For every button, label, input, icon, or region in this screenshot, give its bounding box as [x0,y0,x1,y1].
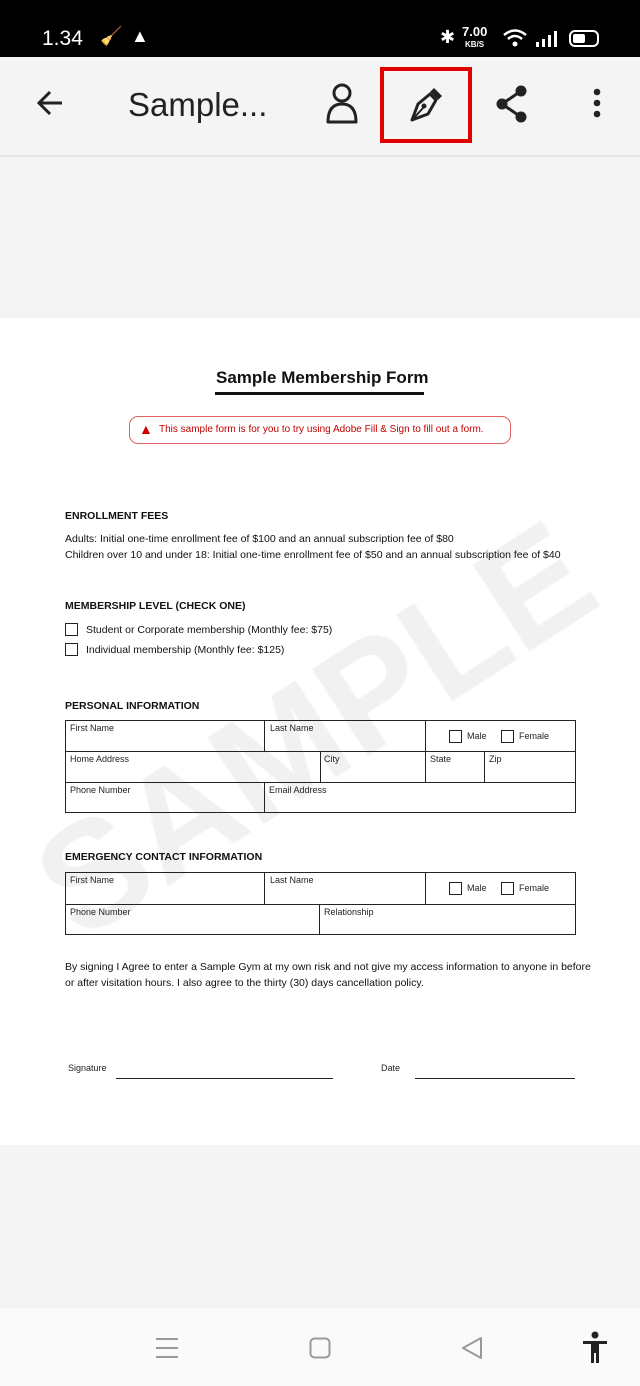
status-time: 1.34 [42,27,83,50]
city-field[interactable]: City [324,754,340,764]
more-options-button[interactable] [590,87,604,121]
date-line[interactable] [415,1078,575,1079]
document-title: Sample... [128,86,268,123]
male-checkbox[interactable] [449,730,462,743]
home-button[interactable] [309,1337,331,1359]
membership-checkbox-individual[interactable] [65,643,78,656]
membership-heading: MEMBERSHIP LEVEL (CHECK ONE) [65,600,246,612]
system-nav-bar [0,1308,640,1386]
accessibility-button[interactable] [581,1331,609,1365]
enrollment-line: Adults: Initial one-time enrollment fee of $100 and an annual subscription fee of $80 [65,533,454,545]
title-underline [215,392,424,395]
female-label: Female [519,883,550,893]
app-toolbar [0,57,640,157]
signature-line[interactable] [116,1078,333,1079]
notice-banner [129,416,511,444]
document-page [0,318,640,1145]
status-bar [0,0,640,57]
back-nav-button[interactable] [460,1336,484,1360]
relationship-field[interactable]: Relationship [324,907,374,917]
cleaner-icon: 🧹 [100,26,123,46]
membership-checkbox-student[interactable] [65,623,78,636]
home-address-field[interactable]: Home Address [70,754,130,764]
enrollment-heading: ENROLLMENT FEES [65,510,169,522]
notice-text: This sample form is for you to try using Adobe Fill & Sign to fill out a form. [159,424,484,435]
emergency-heading: EMERGENCY CONTACT INFORMATION [65,851,263,863]
emergency-male-checkbox[interactable] [449,882,462,895]
phone-field[interactable]: Phone Number [70,785,131,795]
email-field[interactable]: Email Address [269,785,327,795]
contact-button[interactable] [322,82,362,126]
emergency-first-name-field[interactable]: First Name [70,875,115,885]
form-title: Sample Membership Form [216,368,429,387]
net-unit: KB/S [465,40,485,49]
first-name-field[interactable]: First Name [70,723,115,733]
signature-label: Signature [68,1063,107,1073]
male-label: Male [467,883,487,893]
last-name-field[interactable]: Last Name [270,723,314,733]
notice-warning-icon: ▲ [139,421,153,437]
share-button[interactable] [494,84,530,124]
net-speed: 7.00 [462,24,488,39]
membership-option: Student or Corporate membership (Monthly fee: $75) [86,624,333,636]
emergency-female-checkbox[interactable] [501,882,514,895]
personal-heading: PERSONAL INFORMATION [65,700,200,712]
agreement-text: By signing I Agree to enter a Sample Gym at my own risk and not give my access information to anyone in before [65,961,591,973]
date-label: Date [381,1063,401,1073]
female-label: Female [519,731,550,741]
zip-field[interactable]: Zip [489,754,502,764]
wifi-icon [502,28,528,48]
signal-icon [535,30,559,48]
recent-apps-button[interactable] [155,1337,179,1359]
back-button[interactable] [34,87,66,119]
battery-icon [569,30,601,48]
enrollment-line: Children over 10 and under 18: Initial one-time enrollment fee of $50 and an annual subscription fee of $40 [65,549,561,561]
agreement-text: or after visitation hours. I also agree to the thirty (30) days cancellation policy. [65,977,424,989]
male-label: Male [467,731,487,741]
emergency-last-name-field[interactable]: Last Name [270,875,314,885]
bluetooth-icon: ✱ [440,27,456,47]
fill-sign-pen-button[interactable] [406,84,446,124]
warning-icon: ▲ [131,26,149,46]
emergency-phone-field[interactable]: Phone Number [70,907,131,917]
membership-option: Individual membership (Monthly fee: $125) [86,644,285,656]
state-field[interactable]: State [430,754,452,764]
female-checkbox[interactable] [501,730,514,743]
